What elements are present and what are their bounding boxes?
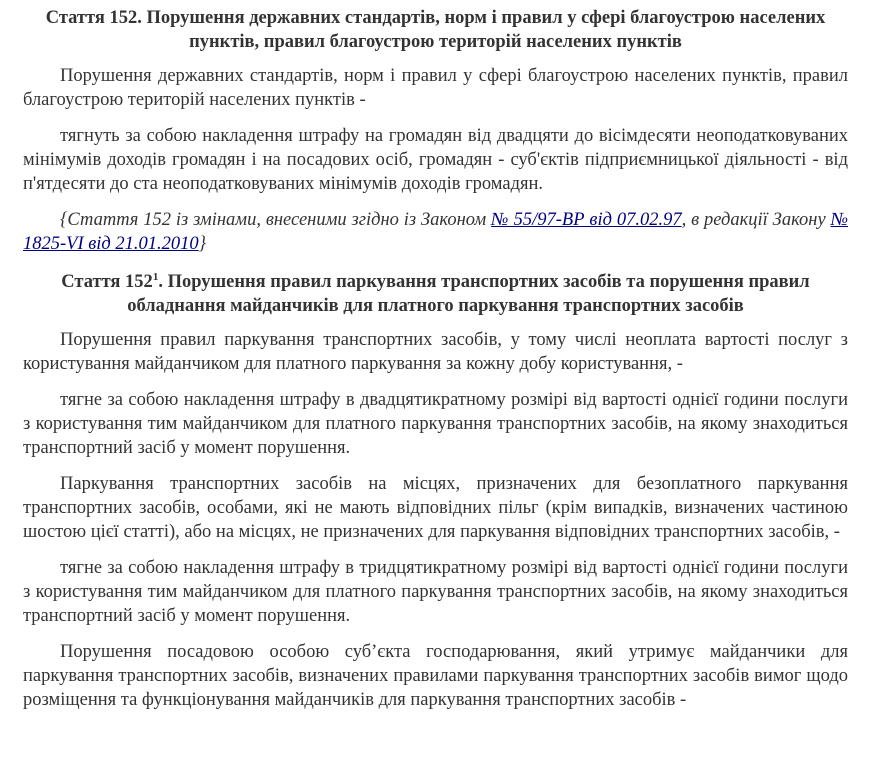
article-152-amendment-note bbox=[23, 208, 848, 256]
article-152-title: Стаття 152. Порушення державних стандартів, норм і правил у сфері благоустрою населених пунктів, правил благоустрою територій населених пунктів bbox=[45, 8, 826, 52]
article-152-paragraph-1: Порушення державних стандартів, норм і правил у сфері благоустрою населених пунктів, правил благоустрою територій населених пунктів - bbox=[23, 66, 848, 110]
article-152-1-paragraph-4: тягне за собою накладення штрафу в тридцятикратному розмірі від вартості однієї години послуги з користування тим майданчиком для платного паркування транспортних засобів, на якому знаходиться транспортний засіб у момент порушення. bbox=[23, 558, 848, 626]
article-152-paragraph-2: тягнуть за собою накладення штрафу на громадян від двадцяти до вісімдесяти неоподатковуваних мінімумів доходів громадян і на посадових осіб, громадян - суб'єктів підприємницької діяльності - від п'ятдесяти до ста неоподатковуваних мінімумів доходів громадян. bbox=[23, 126, 848, 194]
article-152-1-paragraph-1: Порушення правил паркування транспортних засобів, у тому числі неоплата вартості послуг з користування майданчиком для платного паркування за кожну добу користування, - bbox=[23, 330, 848, 374]
title-suffix: . Порушення правил паркування транспортних засобів та порушення правил обладнання майданчиків для платного паркування транспортних засобів bbox=[127, 272, 810, 316]
title-prefix: Стаття 152 bbox=[61, 272, 153, 292]
law-link-1825-vi[interactable]: № 1825-VI від 21.01.2010 bbox=[23, 210, 849, 254]
article-152-1-title bbox=[23, 270, 848, 318]
title-superscript: 1 bbox=[152, 271, 159, 283]
article-152-1-paragraph-2: тягне за собою накладення штрафу в двадцятикратному розмірі від вартості однієї години послуги з користування тим майданчиком для платного паркування транспортних засобів, на якому знаходиться транспортний засіб у момент порушення. bbox=[23, 390, 848, 458]
law-link-55-97[interactable]: № 55/97-ВР від 07.02.97 bbox=[491, 210, 682, 230]
note-prefix: {Стаття 152 із змінами, внесеними згідно із Законом bbox=[60, 210, 492, 230]
article-152-1-paragraph-3: Паркування транспортних засобів на місцях, призначених для безоплатного паркування транспортних засобів, особами, які не мають відповідних пільг (крім випадків, визначених частиною шостою цієї статті), або на місцях, не призначених для паркування відповідних транспортних засобів, - bbox=[23, 474, 848, 542]
note-suffix: } bbox=[198, 234, 207, 254]
note-middle: , в редакції Закону bbox=[681, 210, 831, 230]
article-152-1-paragraph-5: Порушення посадовою особою суб’єкта господарювання, який утримує майданчики для паркування транспортних засобів, визначених правилами паркування транспортних засобів вимог щодо розміщення та функціонування майданчиків для паркування транспортних засобів - bbox=[23, 642, 848, 710]
